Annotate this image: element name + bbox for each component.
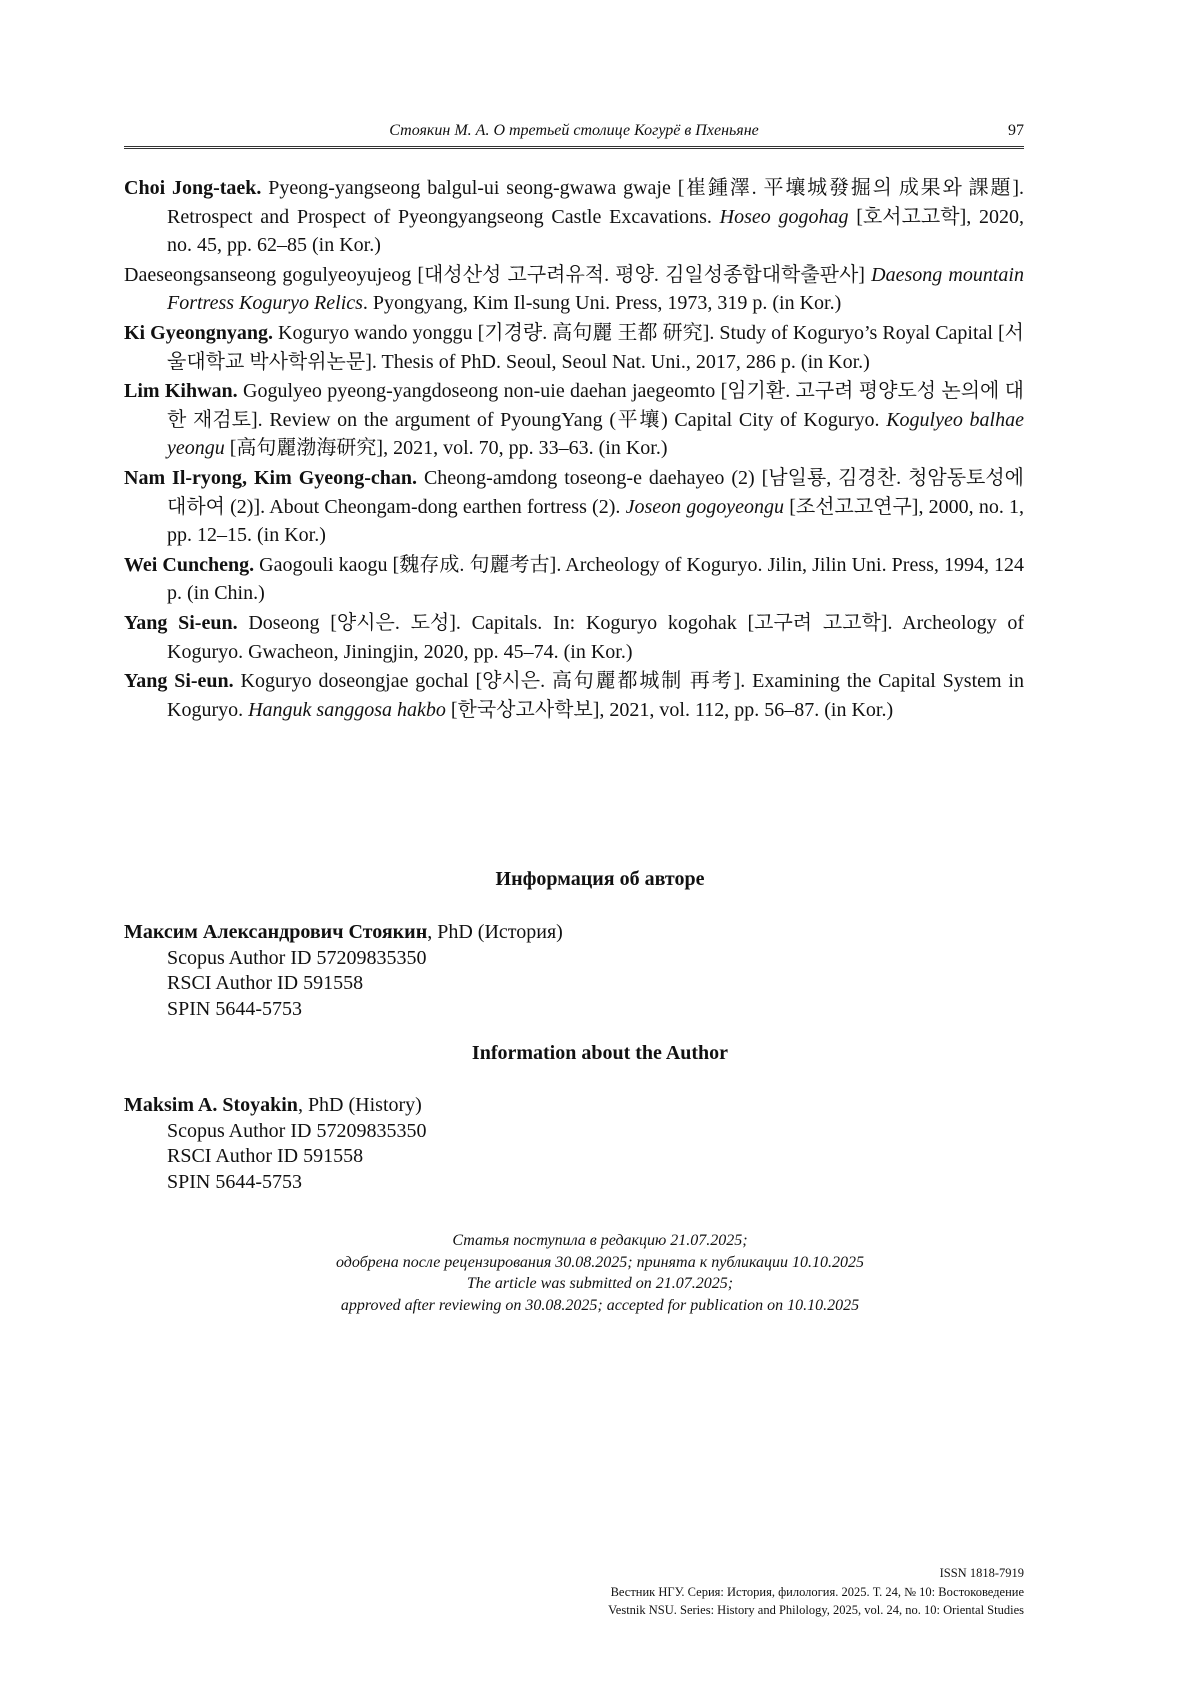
reference-tail: . Pyongyang, Kim Il-sung Uni. Press, 1973, 319 p. (in Kor.): [362, 292, 842, 315]
journal-citation-en: Vestnik NSU. Series: History and Philology, 2025, vol. 24, no. 10: Oriental Studies: [608, 1603, 1024, 1617]
reference-author: Nam Il-ryong, Kim Gyeong-chan.: [124, 466, 418, 489]
reference-tail: [한국상고사학보], 2021, vol. 112, pp. 56–87. (in Kor.): [445, 698, 894, 721]
reference-journal: Hoseo gogohag: [719, 205, 849, 228]
spin-id: SPIN 5644-5753: [167, 1170, 303, 1193]
reference-author: Wei Cuncheng.: [124, 553, 255, 576]
reference-item: [124, 174, 1024, 260]
author-info-en: [124, 1093, 924, 1195]
reference-text: Cheong-amdong toseong-e daehayeo (2) [남일룡, 김경찬. 청암동토성에 대하여 (2)]. About Cheongam-dong earthen fortress (2).: [167, 466, 1024, 518]
reference-text: Doseong [양시은. 도성]. Capitals. In: Koguryo kogohak [고구려 고고학]. Archeology of Koguryo. Gwacheon, Jiningjin, 2020, pp. 45–74. (in Kor.): [167, 611, 1025, 663]
date-line: approved after reviewing on 30.08.2025; accepted for publication on 10.10.2025: [340, 1296, 860, 1314]
page-number: 97: [1008, 122, 1024, 139]
reference-item: [124, 464, 1024, 550]
reference-author: Ki Gyeongnyang.: [124, 321, 273, 344]
rsci-id: RSCI Author ID 591558: [167, 1145, 364, 1167]
reference-tail: [호서고고학], 2020, no. 45, pp. 62–85 (in Kor.): [167, 205, 1025, 257]
running-header: [124, 120, 1024, 149]
spin-id: SPIN 5644-5753: [167, 997, 303, 1020]
issn: ISSN 1818-7919: [939, 1566, 1024, 1580]
article-dates: [0, 1230, 1200, 1316]
author-name: Максим Александрович Стоякин: [124, 921, 428, 943]
scopus-id: Scopus Author ID 57209835350: [167, 1119, 427, 1142]
author-degree: , PhD (History): [297, 1094, 422, 1116]
author-degree: , PhD (История): [427, 921, 563, 943]
reference-journal: Hanguk sanggosa hakbo: [248, 698, 446, 721]
reference-text: Koguryo doseongjae gochal [양시은. 高句麗都城制 再考]. Examining the Capital System in Koguryo.: [167, 670, 1024, 721]
author-name: Maksim A. Stoyakin: [124, 1094, 298, 1116]
reference-journal: Kogulyeo balhae yeongu: [167, 408, 1024, 460]
reference-author: Choi Jong-taek.: [124, 177, 262, 199]
reference-text: Gogulyeo pyeong-yangdoseong non-uie daehan jaegeomto [임기환. 고구려 평양도성 논의에 대한 재검토]. Review on the argument of PyoungYang (平壤) Capital City of Koguryo.: [167, 380, 1024, 431]
reference-journal: Joseon gogoyeongu: [625, 495, 785, 518]
reference-author: Yang Si-eun.: [124, 670, 234, 693]
reference-item: [124, 319, 1024, 376]
date-line: Статья поступила в редакцию 21.07.2025;: [452, 1232, 748, 1249]
scopus-id: Scopus Author ID 57209835350: [167, 946, 427, 969]
reference-text: Gaogouli kaogu [魏存成. 句麗考古]. Archeology of Koguryo. Jilin, Jilin Uni. Press, 1994, 124 p. (in Chin.): [167, 553, 1024, 605]
reference-item: [124, 667, 1024, 724]
date-line: одобрена после рецензирования 30.08.2025; принята к публикации 10.10.2025: [335, 1253, 865, 1271]
reference-item: [124, 609, 1024, 666]
author-info-heading-ru: Информация об авторе: [495, 868, 705, 890]
reference-author: Lim Kihwan.: [124, 380, 238, 403]
reference-tail: [조선고고연구], 2000, no. 1, pp. 12–15. (in Kor.): [167, 495, 1025, 547]
author-info-ru: [124, 920, 924, 1022]
reference-text: Daeseongsanseong gogulyeoyujeog [대성산성 고구려유적. 평양. 김일성종합대학출판사]: [124, 263, 872, 286]
reference-item: [124, 551, 1024, 608]
date-line: The article was submitted on 21.07.2025;: [466, 1275, 734, 1292]
reference-author: Yang Si-eun.: [124, 611, 238, 634]
reference-item: [124, 377, 1024, 463]
author-info-heading-en: Information about the Author: [471, 1042, 729, 1064]
reference-journal: Daesong mountain Fortress Koguryo Relics: [167, 263, 1024, 315]
journal-citation-ru: Вестник НГУ. Серия: История, филология. 2025. Т. 24, № 10: Востоковедение: [610, 1584, 1024, 1599]
reference-tail: [高句麗渤海研究], 2021, vol. 70, pp. 33–63. (in Kor.): [224, 437, 668, 460]
reference-list: [124, 174, 1024, 725]
reference-text: Koguryo wando yonggu [기경량. 高句麗 王都 研究]. Study of Koguryo’s Royal Capital [서울대학교 박사학위논문]. Thesis of PhD. Seoul, Seoul Nat. Uni., 2017, 286 p. (in Kor.): [167, 321, 1024, 373]
running-title: Стоякин М. А. О третьей столице Когурё в Пхеньяне: [389, 122, 759, 139]
reference-item: [124, 261, 1024, 318]
rsci-id: RSCI Author ID 591558: [167, 972, 364, 994]
reference-text: Pyeong-yangseong balgul-ui seong-gwawa gwaje [崔鍾澤. 平壤城發掘의 成果와 課題]. Retrospect and Prospect of Pyeongyangseong Castle Excavations.: [167, 177, 1024, 228]
journal-footer: [608, 1564, 1024, 1620]
